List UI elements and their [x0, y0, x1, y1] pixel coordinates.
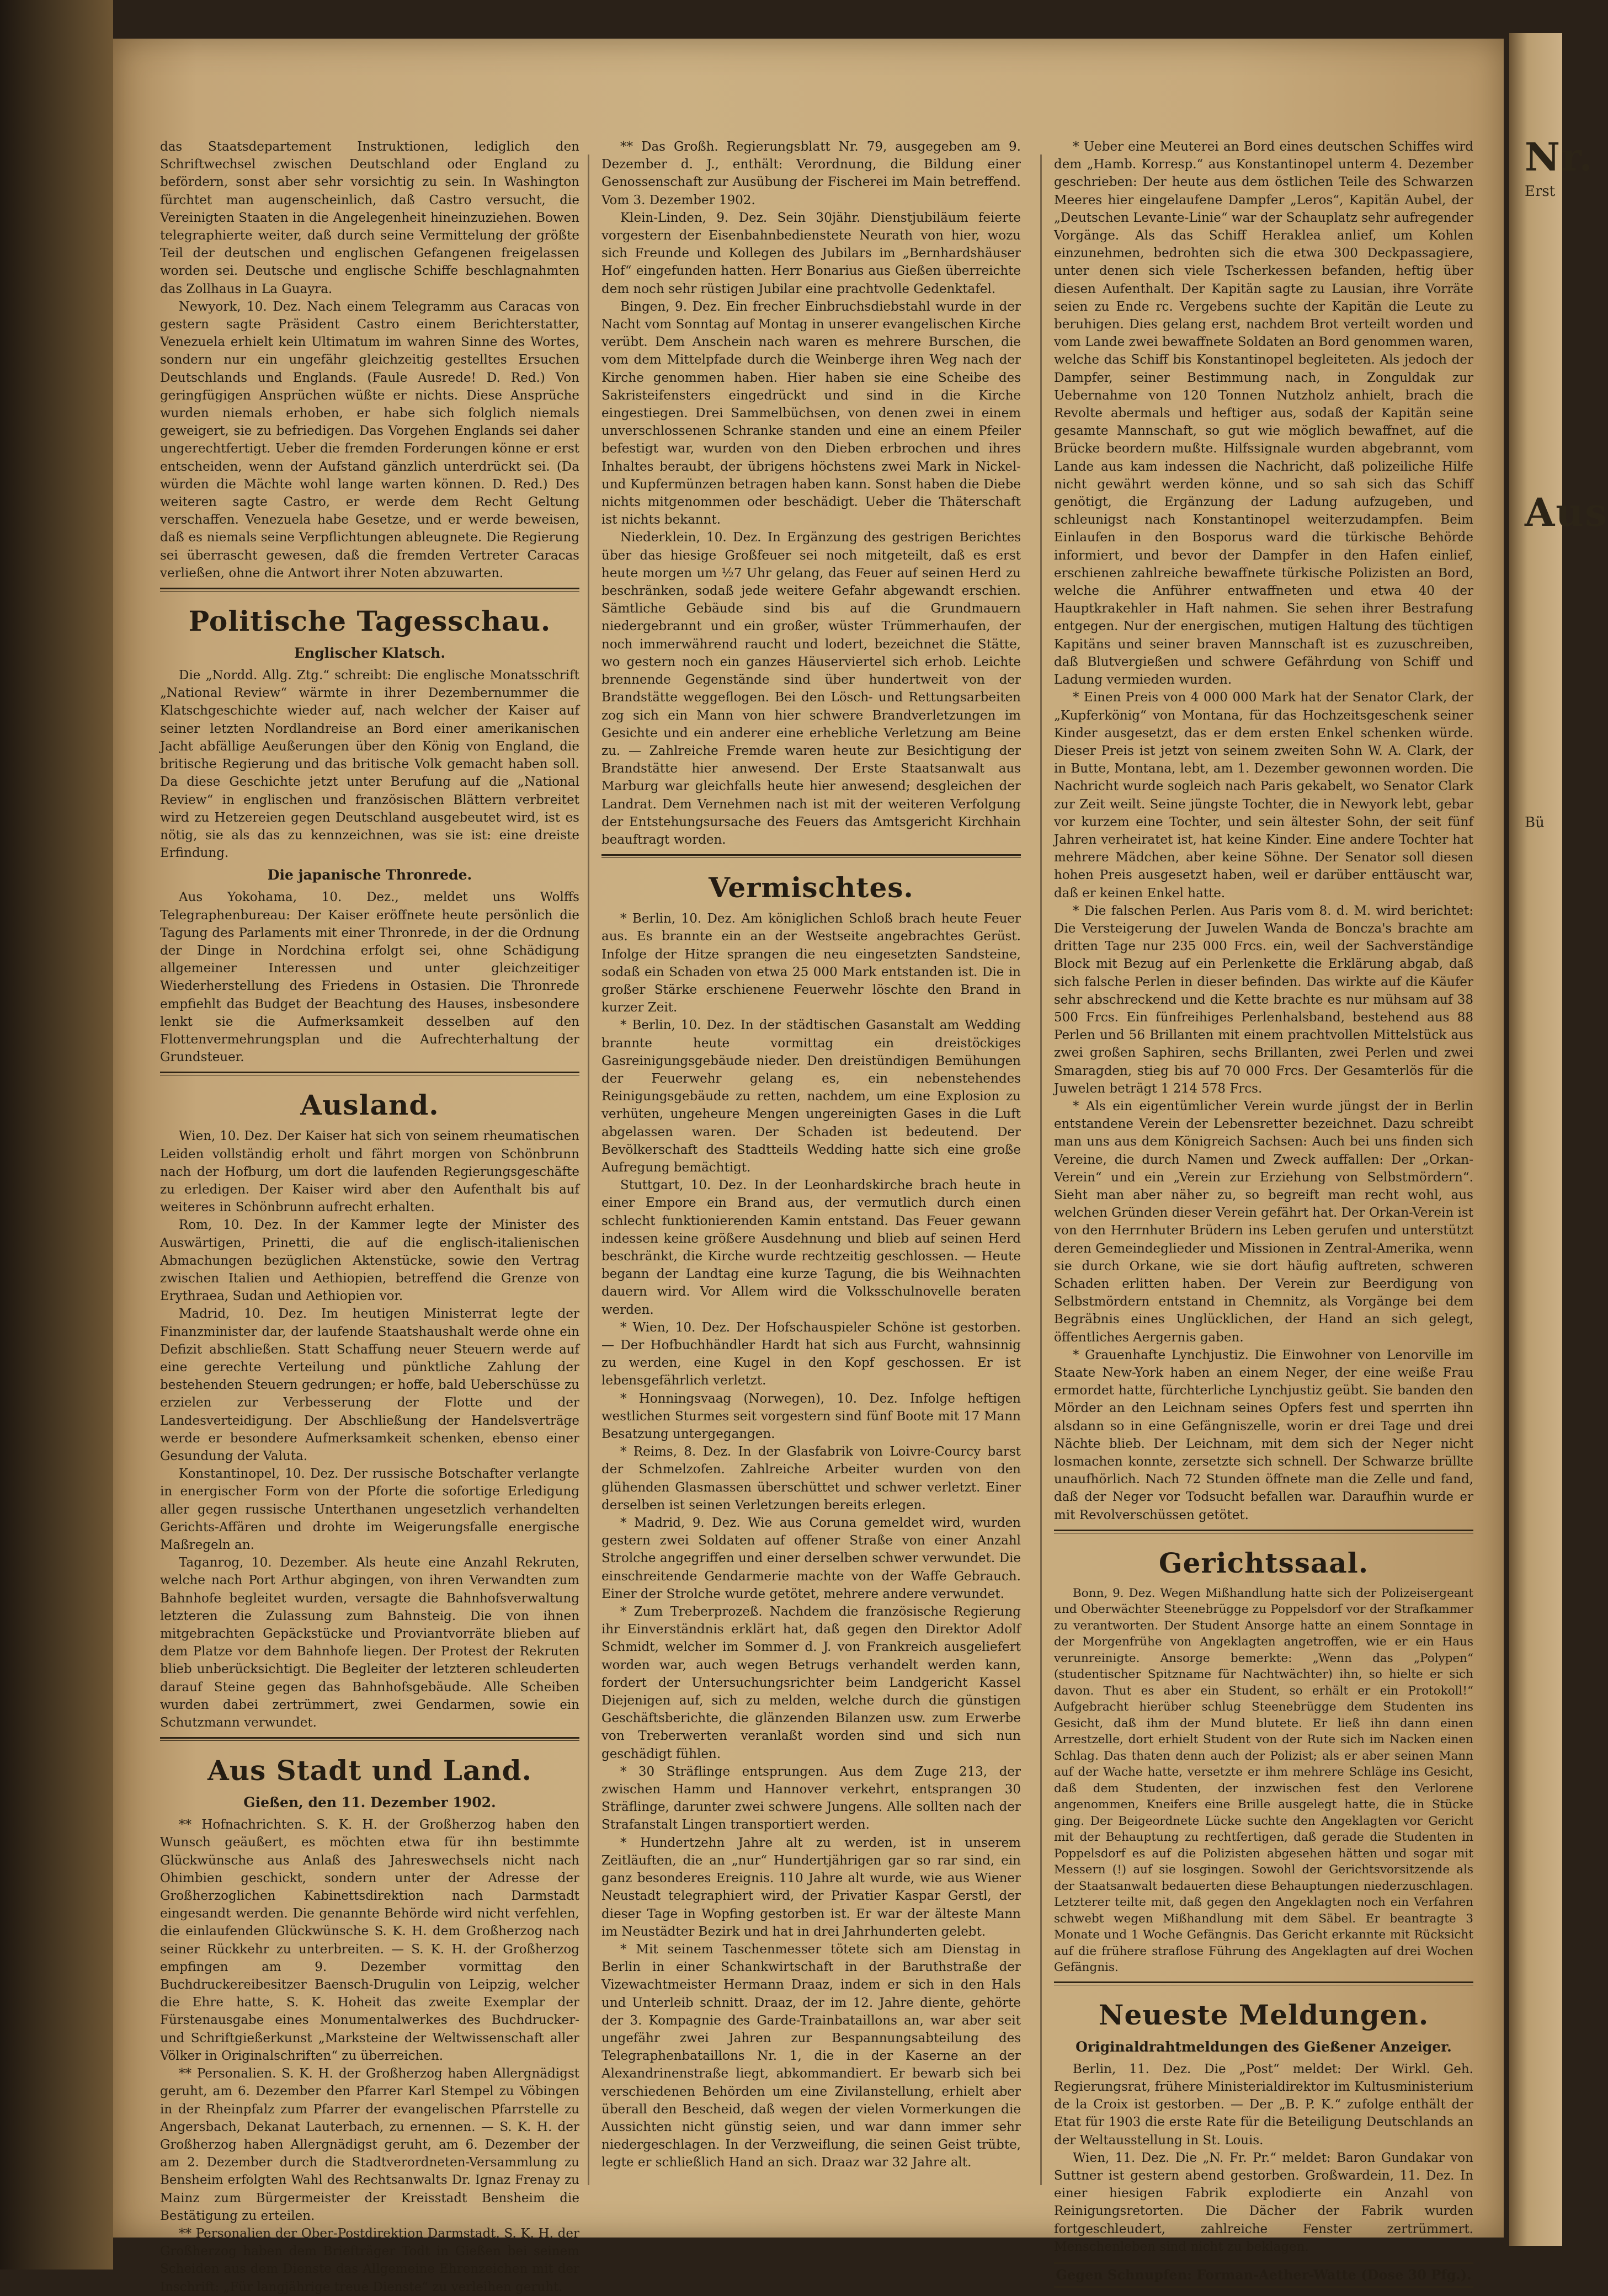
section-heading-gerichtssaal: Gerichtssaal.	[1158, 1546, 1369, 1579]
article-text: * Berlin, 10. Dez. Am königlichen Schloß brach heute Feuer aus. Es brannte ein an der Westseite angebrachtes Gerüst. Infolge der Hitze sprangen die neu eingesetzten Sandsteine, sodaß ein Schaden von etwa 25 000 Mark entstanden ist. Die in großer Stärke erschienene Feuerwehr löschte den Brand in kurzer Zeit.	[601, 912, 1021, 1015]
subheading: Originaldrahtmeldungen des Gießener Anzeiger.	[1075, 2038, 1452, 2055]
section-heading-politik: Politische Tagesschau.	[188, 605, 551, 638]
section-rule	[160, 588, 579, 592]
article-text: Madrid, 10. Dez. Im heutigen Ministerrat legte der Finanzminister dar, der laufende Staatshaushalt werde ohne ein Defizit abschließen. Statt Schaffung neuer Steuern werde auf eine gerechte Verteilung und pünktliche Zahlung der bestehenden Steuern gedrungen; er hoffe, bald Ueberschüsse zu erzielen zur Verbesserung der Flotte und der Landesverteidigung. Der Abschließung der Handelsverträge werde er besondere Aufmerksamkeit schenken, ebenso einer Gesundung der Valuta.	[160, 1307, 579, 1463]
adjacent-page-edge	[1509, 33, 1608, 2246]
article-text: * Reims, 8. Dez. In der Glasfabrik von Loivre-Courcy barst der Schmelzofen. Zahlreiche Arbeiter wurden von den glühenden Glasmassen überschüttet und schwer verletzt. Einer derselben ist seinen Verletzungen bereits erlegen.	[601, 1445, 1021, 1512]
article-text: ** Hofnachrichten. S. K. H. der Großherzog haben den Wunsch geäußert, es möchten etwa für ihn bestimmte Glückwünsche aus Anlaß des Jahreswechsels nicht nach Ohimbien geschickt, sondern unter der Adresse der Großherzoglichen Kabinettsdirektion nach Darmstadt eingesandt werden. Die genannte Behörde wird nicht verfehlen, die einlaufenden Glückwünsche S. K. H. dem Großherzog nach seiner Rückkehr zu unterbreiten. — S. K. H. der Großherzog empfingen am 9. Dezember vormittag den Buchdruckereibesitzer Baensch-Drugulin von Leipzig, welcher die Ehre hatte, S. K. Hoheit das zweite Exemplar der Fürstenausgabe eines Monumentalwerkes des Buchdrucker- und Schriftgießerkunst „Marksteine der Weltwissenschaft aller Völker in Originalschriften“ zu überreichen.	[160, 1818, 579, 2063]
adjacent-text: Bü	[1525, 814, 1545, 831]
article-text: das Staatsdepartement Instruktionen, lediglich den Schriftwechsel zwischen Deutschland oder England zu befördern, sonst aber sehr vorsichtig zu sein. In Washington fürchtet man augenscheinlich, daß Castro versucht, die Vereinigten Staaten in die Angelegenheit hineinzuziehen. Bowen telegraphierte weiter, daß durch seine Vermittelung der größte Teil der deutschen und englischen Gefangenen freigelassen worden sei. Deutsche und englische Schiffe beschlagnahmten das Zollhaus in La Guayra.	[160, 140, 579, 296]
article-text: * Die falschen Perlen. Aus Paris vom 8. d. M. wird berichtet: Die Versteigerung der Juwelen Wanda de Boncza's brachte am dritten Tage nur 235 000 Frcs. ein, weil der Sachverständige Block mit Bezug auf ein Perlenkette die Erklärung abgab, daß sich falsche Perlen in dieser befinden. Das wirkte auf die Käufer sehr abschreckend und die Kette brachte es nur mühsam auf 38 500 Frcs. Ein fünfreihiges Perlenhalsband, bestehend aus 88 Perlen und 56 Brillanten mit einem prachtvollen Mittelstück aus zwei großen Saphiren, sechs Brillanten, zwei Perlen und zwei Smaragden, stieg bis auf 70 000 Frcs. Der Gesamterlös für die Juwelen beträgt 1 214 578 Frcs.	[1054, 903, 1473, 1096]
article-text: * Wien, 10. Dez. Der Hofschauspieler Schöne ist gestorben. — Der Hofbuchhändler Hardt hat sich aus Furcht, wahnsinnig zu werden, eine Kugel in den Kopf geschossen. Er ist lebensgefährlich verletzt.	[601, 1320, 1021, 1388]
section-rule	[160, 1737, 579, 1741]
article-text: Rom, 10. Dez. In der Kammer legte der Minister des Auswärtigen, Prinetti, die auf die englisch-italienischen Abmachungen bezüglichen Aktenstücke, sowie den Vertrag zwischen Italien und Aethiopien, betreffend die Grenze von Erythraea, Sudan und Aethiopien vor.	[160, 1218, 579, 1304]
article-text: Newyork, 10. Dez. Nach einem Telegramm aus Caracas von gestern sagte Präsident Castro einem Berichterstatter, Venezuela erhielt kein Ultimatum im wahren Sinne des Wortes, sondern nur ein ungefähr gleichzeitig gestelltes Ersuchen Deutschlands und Englands. (Faule Ausrede! D. Red.) Von geringfügigen Ansprüchen wüßte er nichts. Diese Ansprüche wurden niemals erhoben, er habe sich folglich niemals geweigert, sie zu befriedigen. Das Vorgehen Englands sei daher ungerechtfertigt. Ueber die fremden Forderungen könne er erst entscheiden, wenn der Aufstand gänzlich unterdrückt sei. (Da würden die Mächte wohl lange warten können. D. Red.) Des weiteren sagte Castro, er werde dem Recht Geltung verschaffen. Venezuela habe Gesetze, und er werde beweisen, daß es niemals seine Verpflichtungen ableugnete. Die Regierung sei überrascht gewesen, daß die fremden Vertreter Caracas verließen, ohne die Antwort ihrer Noten abzuwarten.	[160, 299, 579, 580]
section-rule	[1054, 1530, 1473, 1533]
section-heading-vermischtes: Vermischtes.	[709, 871, 914, 904]
subheading: Englischer Klatsch.	[294, 645, 446, 662]
column-2	[601, 138, 1021, 2180]
adjacent-heading: Aus	[1525, 489, 1608, 535]
article-text: ** Personalien. S. K. H. der Großherzog haben Allergnädigst geruht, am 6. Dezember den Pfarrer Karl Stempel zu Vöbingen in der Rheinpfalz zum Pfarrer der evangelischen Pfarrstelle zu Angersbach, Dekanat Lauterbach, zu ernennen. — S. K. H. der Großherzog haben Allergnädigst geruht, am 6. Dezember der am 2. Dezember durch die Stadtverordneten-Versammlung zu Bensheim erfolgten Wahl des Rechtsanwalts Dr. Ignaz Frenay zu Mainz zum Bürgermeister der Kreisstadt Bensheim die Bestätigung zu erteilen.	[160, 2066, 579, 2223]
section-heading-stadt: Aus Stadt und Land.	[207, 1754, 533, 1787]
article-text: ** Personalien der Ober-Postdirektion Darmstadt. S. K. H. der Großherzog haben dem Briefträger Todt in Gießen bei seinem Scheiden aus dem Dienste das Allgemeine Ehrenzeichen mit der Inschrift: „Für langjährige treue Dienste“ zu verleihen geruht.	[160, 2226, 579, 2294]
section-heading-neueste: Neueste Meldungen.	[1098, 1998, 1429, 2031]
section-rule	[160, 1072, 579, 1075]
dateline: Gießen, den 11. Dezember 1902.	[243, 1794, 496, 1811]
article-text: Wien, 11. Dez. Die „N. Fr. Pr.“ meldet: Baron Gundakar von Suttner ist gestern abend gestorben. Großwardein, 11. Dez. In einer hiesigen Fabrik explodierte ein Anzahl von Reinigungsretorten. Die Dächer der Fabrik wurden fortgeschleudert, zahlreiche Fenster zertrümmert. Menschenleben sind nicht zu beklagen.	[1054, 2150, 1473, 2254]
article-text: * Zum Treberprozeß. Nachdem die französische Regierung ihr Einverständnis erklärt hat, daß gegen den Direktor Adolf Schmidt, welcher im Sommer d. J. von Frankreich ausgeliefert worden war, auch wegen Betrugs verhandelt werden kann, fordert der Untersuchungsrichter beim Landgericht Kassel Diejenigen auf, sich zu melden, welche durch die günstigen Geschäftsberichte, die glänzenden Bilanzen usw. zum Erwerbe von Treberwerten veranlaßt worden sind und sich nun geschädigt fühlen.	[601, 1605, 1021, 1761]
article-text: * Mit seinem Taschenmesser tötete sich am Dienstag in Berlin in einer Schankwirtschaft in der Baruthstraße der Vizewachtmeister Hermann Draaz, indem er sich in den Hals und Unterleib schnitt. Draaz, der im 12. Jahre diente, gehörte der 3. Kompagnie des Garde-Trainbataillons an, war aber seit ungefähr zwei Jahren zur Bespannungsabteilung des Telegraphenbataillons Nr. 1, die in der Kaserne an der Alexandrinenstraße liegt, abkommandiert. Er bewarb sich bei verschiedenen Behörden um eine Zivilanstellung, erhielt aber überall den Bescheid, daß wegen der vielen Vormerkungen die Aussichten nicht günstig seien, und war dann immer sehr niedergeschlagen. In der Verzweiflung, die seinen Geist trübte, legte er schließlich Hand an sich. Draaz war 32 Jahre alt.	[601, 1942, 1021, 2170]
article-text: Klein-Linden, 9. Dez. Sein 30jähr. Dienstjubiläum feierte vorgestern der Eisenbahnbedienstete Neurath von hier, wozu sich Freunde und Kollegen des Jubilars im „Bernhardshäuser Hof“ eingefunden hatten. Herr Bonarius aus Gießen überreichte dem noch sehr rüstigen Jubilar eine prachtvolle Gedenktafel.	[601, 210, 1021, 296]
article-text: * Honningsvaag (Norwegen), 10. Dez. Infolge heftigen westlichen Sturmes seit vorgestern sind fünf Boote mit 17 Mann Besatzung untergegangen.	[601, 1391, 1021, 1442]
book-spine	[0, 0, 113, 2270]
article-text: Konstantinopel, 10. Dez. Der russische Botschafter verlangte in energischer Form von der Pforte die sofortige Erledigung aller gegen russische Unterthanen ungesetzlich verhandelten Gerichts-Affären und drohte im Weigerungsfalle energische Maßregeln an.	[160, 1467, 579, 1553]
adjacent-heading: Nr.	[1525, 134, 1594, 180]
article-text: Die „Nordd. Allg. Ztg.“ schreibt: Die englische Monatsschrift „National Review“ wärmte in ihrer Dezembernummer die Klatschgeschichte wieder auf, nach welcher der Kaiser auf seiner letzten Nordlandreise an Bord einer amerikanischen Jacht abfällige Aeußerungen über den König von England, die britische Regierung und das britische Volk gemacht haben soll. Da diese Geschichte jetzt unter Berufung auf die „National Review“ in englischen und französischen Blättern verbreitet wird zu Hetzereien gegen Deutschland ausgebeutet wird, ist es nötig, sie als das zu kennzeichnen, was sie ist: eine dreiste Erfindung.	[160, 668, 579, 861]
article-text: * 30 Sträflinge entsprungen. Aus dem Zuge 213, der zwischen Hamm und Hannover verkehrt, entsprangen 30 Sträflinge, darunter zwei schwere Jungens. Alle sollten nach der Strafanstalt Lingen transportiert werden.	[601, 1764, 1021, 1832]
article-text: Taganrog, 10. Dezember. Als heute eine Anzahl Rekruten, welche nach Port Arthur abgingen, von ihren Verwandten zum Bahnhofe begleitet wurden, versagte die Bahnhofsverwaltung letzteren die Zulassung zum Bahnsteig. Die von ihnen mitgebrachten Gepäckstücke und Proviantvorräte blieben auf dem Platze vor dem Bahnhofe liegen. Der Protest der Rekruten blieb unberücksichtigt. Die Begleiter der letzteren schleuderten darauf Steine gegen das Bahnhofsgebäude. Alle Scheiben wurden dabei zertrümmert, zwei Gendarmen, sowie ein Schutzmann verwundet.	[160, 1555, 579, 1730]
adjacent-page-text	[1525, 33, 1608, 832]
article-text: * Berlin, 10. Dez. In der städtischen Gasanstalt am Wedding brannte heute vormittag ein dreistöckiges Gasreinigungsgebäude nieder. Den dreistündigen Bemühungen der Feuerwehr gelang es, ein nebenstehendes Reinigungsgebäude zu retten, nachdem, um eine Explosion zu verhüten, ungeheure Mengen ungereinigten Gases in die Luft abgelassen waren. Der Schaden ist bedeutend. Der Bevölkerschaft des Stadtteils Wedding hatte sich eine große Aufregung bemächtigt.	[601, 1018, 1021, 1175]
subheading: Die japanische Thronrede.	[267, 867, 472, 883]
column-1	[160, 138, 579, 2294]
adjacent-text: Erst	[1525, 183, 1556, 200]
article-text: Berlin, 11. Dez. Die „Post“ meldet: Der Wirkl. Geh. Regierungsrat, frühere Ministerialdirektor im Kultusministerium de la Croix ist gestorben. — Der „B. P. K.“ zufolge enthält der Etat für 1903 die erste Rate für die Beteiligung Deutschlands an der Weltausstellung in St. Louis.	[1054, 2061, 1473, 2148]
article-text: Aus Yokohama, 10. Dez., meldet uns Wolffs Telegraphenbureau: Der Kaiser eröffnete heute persönlich die Tagung des Parlaments mit einer Thronrede, in der die Ordnung der Dinge in Nordchina erfolgt sei, ohne Schädigung allgemeiner Interessen und unter gleichzeitiger Wiederherstellung des Friedens in Ostasien. Die Thronrede empfiehlt das Budget der Beachtung des Hauses, insbesondere lenkt sie die Aufmerksamkeit desselben auf den Flottenvermehrungsplan und die Aufrechterhaltung der Grundsteuer.	[160, 890, 579, 1065]
article-text: * Grauenhafte Lynchjustiz. Die Einwohner von Lenorville im Staate New-York haben an einem Neger, der eine weiße Frau ermordet hatte, fürchterliche Lynchjustiz geübt. Sie banden den Mörder an den Leichnam seines Opfers fest und sperrten ihn alsdann so in eine Gefängniszelle, worin er drei Tage und drei Nächte blieb. Der Leichnam, mit dem sich der Neger nicht losmachen konnte, zersetzte sich schnell. Der Schwarze brüllte unaufhörlich. Nach 72 Stunden öffnete man die Zelle und fand, daß der Neger vor Todsucht befallen war. Daraufhin wurde er mit Revolverschüssen getötet.	[1054, 1347, 1473, 1522]
section-rule	[601, 854, 1021, 858]
article-text: Bonn, 9. Dez. Wegen Mißhandlung hatte sich der Polizeisergeant und Oberwächter Steenebrügge zu Poppelsdorf vor der Strafkammer zu verantworten. Der Student Ansorge hatte an einem Sonntage in der Morgenfrühe von Angeklagten angetroffen, wie er ein Haus verunreinigte. Ansorge bemerkte: „Wenn das „Polypen“ (studentischer Spitzname für Nachtwächter) ihn, so hielte er sich davon. Thut es aber ein Student, so erhält er ein Protokoll!“ Aufgebracht hierüber schlug Steenebrügge dem Studenten ins Gesicht, daß ihm der Mund blutete. Er ließ ihn dann einen Arrestzelle, dort erhielt Student von der Rute sich im Nacken einen Schlag. Das thaten denn auch der Polizist; als er aber seinen Mann auf der Wache hatte, versetzte er ihm mehrere Schläge ins Gesicht, daß dem Studenten, der inzwischen fest den Verlorene angenommen, Kneifers eine Brille ausgelegt hatte, die in Stücke ging. Der Beigeordnete Lücke suchte den Angeklagten vor Gericht mit der Behauptung zu rechtfertigen, daß gerade die Studenten in Poppelsdorf es auf die Polizisten abgesehen hätten und sogar mit Messern (!) auf sie losgingen. Sowohl der Gerichtsvorsitzende als der Staatsanwalt bedauerten diese Behauptungen niederzuschlagen. Letzterer teilte mit, daß gegen den Angeklagten noch ein Verfahren schwebt wegen Mißhandlung mit dem Säbel. Er beantragte 3 Monate und 1 Woche Gefängnis. Das Gericht erkannte mit Rücksicht auf die frühere straflose Führung des Angeklagten auf drei Wochen Gefängnis.	[1054, 1586, 1473, 1975]
article-text: Stuttgart, 10. Dez. In der Leonhardskirche brach heute in einer Empore ein Brand aus, der vermutlich durch einen schlecht funktionierenden Kamin entstand. Das Feuer gewann indessen keine größere Ausdehnung und blieb auf seinen Herd beschränkt, die Kirche wurde rechtzeitig geschlossen. — Heute begann der Landtag eine kurze Tagung, die bis Weihnachten dauern wird. Vor Allem wird die Volksschulnovelle beraten werden.	[601, 1178, 1021, 1317]
article-text: Niederklein, 10. Dez. In Ergänzung des gestrigen Berichtes über das hiesige Großfeuer sei noch mitgeteilt, daß es erst heute morgen um ½7 Uhr gelang, das Feuer auf seinen Herd zu beschränken, sodaß jede weitere Gefahr abgewandt erschien. Sämtliche Gebäude sind bis auf die Grundmauern niedergebrannt und ein großer, wüster Trümmerhaufen, der noch immerwährend raucht und lodert, bezeichnet die Stätte, wo gestern noch ein ganzes Häuserviertel sich erhob. Leichte brennende Gegenstände sind über hundertweit von der Brandstätte weggeflogen. Bei den Lösch- und Rettungsarbeiten zog sich ein Mann von hier schwere Brandverletzungen im Gesichte und ein anderer eine erhebliche Verletzung am Beine zu. — Zahlreiche Fremde waren heute zur Besichtigung der Brandstätte hier anwesend. Der Erste Staatsanwalt aus Marburg war gleichfalls heute hier anwesend; desgleichen der Landrat. Dem Vernehmen nach ist mit der weiteren Verfolgung der Entstehungsursache des Feuers das Amtsgericht Kirchhain beauftragt worden.	[601, 530, 1021, 847]
article-text: Wien, 10. Dez. Der Kaiser hat sich von seinem rheumatischen Leiden vollständig erholt und fährt morgen von Schönbrunn nach der Hofburg, um dort die laufenden Regierungsgeschäfte zu erledigen. Der Kaiser wird aber den Aufenthalt bis auf weiteres in Schönbrunn aufrecht erhalten.	[160, 1129, 579, 1215]
article-text: * Hundertzehn Jahre alt zu werden, ist in unserem Zeitläuften, die an „nur“ Hundertjährigen gar so rar sind, ein ganz besonderes Ereignis. 110 Jahre alt wurde, wie aus Wiener Neustadt telegraphiert wird, der Privatier Kaspar Gerstl, der dieser Tage in Wopfing gestorben ist. Er war der älteste Mann im Neustädter Bezirk und hat in drei Jahrhunderten gelebt.	[601, 1835, 1021, 1939]
article-text: * Madrid, 9. Dez. Wie aus Coruna gemeldet wird, wurden gestern zwei Soldaten auf offener Straße von einer Anzahl Strolche angegriffen und einer derselben schwer verwundet. Die einschreitende Gendarmerie machte von der Waffe Gebrauch. Einer der Strolche wurde getötet, mehrere andere verwundet.	[601, 1516, 1021, 1601]
column-3	[1054, 138, 1473, 2283]
article-text: ** Das Großh. Regierungsblatt Nr. 79, ausgegeben am 9. Dezember d. J., enthält: Verordnung, die Bildung einer Genossenschaft zur Ausübung der Fischerei im Main betreffend. Vom 3. Dezember 1902.	[601, 140, 1021, 207]
newspaper-page	[113, 39, 1504, 2294]
article-text: Bingen, 9. Dez. Ein frecher Einbruchsdiebstahl wurde in der Nacht vom Sonntag auf Montag in unserer evangelischen Kirche verübt. Dem Anschein nach waren es mehrere Burschen, die vom dem Mittelpfade durch die Weinberge ihren Weg nach der Kirche genommen haben. Hier haben sie eine Scheibe des Sakristeifensters eingedrückt und sind in die Kirche eingestiegen. Drei Sammelbüchsen, von denen zwei in einem unverschlossenen Schranke standen und eine an einem Pfeiler befestigt war, wurden von den Dieben erbrochen und ihres Inhaltes beraubt, der übrigens höchstens zwei Mark in Nickel- und Kupfermünzen betragen haben kann. Sonst haben die Diebe nichts mitgenommen oder beschädigt. Ueber die Thäterschaft ist nichts bekannt.	[601, 299, 1021, 528]
column-rule	[588, 155, 589, 2185]
column-rule	[1040, 155, 1042, 2185]
advertisement: Gegen Schnupfen: Forman-Aether-Watte (Dose 30 Pfg.).	[1054, 2262, 1473, 2288]
section-heading-ausland: Ausland.	[300, 1089, 439, 1122]
article-text: * Ueber eine Meuterei an Bord eines deutschen Schiffes wird dem „Hamb. Korresp.“ aus Konstantinopel unterm 4. Dezember geschrieben: Der heute aus dem östlichen Teile des Schwarzen Meeres hier eingelaufene Dampfer „Leros“, Kapitän Aubel, der „Deutschen Levante-Linie“ war der Schauplatz sehr aufregender Vorgänge. Als das Schiff Heraklea anlief, um Kohlen einzunehmen, bedrohten sich die etwa 300 Deckpassagiere, unter denen sich viele Tscherkessen befanden, heftig über diesen Aufenthalt. Der Kapitän sagte zu Lausian, ihre Vorräte seien zu Ende rc. Vergebens suchte der Kapitän die Leute zu beruhigen. Dies gelang erst, nachdem Brot verteilt worden und vom Lande zwei bewaffnete Soldaten an Bord genommen waren, welche das Schiff bis Konstantinopel begleiteten. Als jedoch der Dampfer, seiner Bestimmung nach, in Zonguldak zur Uebernahme von 120 Tonnen Nutzholz anhielt, brach die Revolte abermals und heftiger aus, sodaß der Kapitän seine gesamte Mannschaft, so gut wie möglich bewaffnet, auf die Brücke beordern mußte. Hilfssignale wurden abgebrannt, vom Lande aus kam indessen die Nachricht, daß polizeiliche Hilfe nicht gewährt werden könne, und so sah sich das Schiff genötigt, die Ergänzung der Ladung aufzugeben, und schleunigst nach Konstantinopel weiterzudampfen. Beim Einlaufen in den Bosporus ward die türkische Behörde informiert, und bevor der Dampfer in den Hafen einlief, erschienen zahlreiche bewaffnete türkische Polizisten an Bord, welche die Anführer entwaffneten und etwa 40 der Hauptkrakehler in Haft nahmen. Sie sehen ihrer Bestrafung entgegen. Nur der energischen, mutigen Haltung des tüchtigen Kapitäns und seiner braven Mannschaft ist es zuzuschreiben, daß Blutvergießen und schwere Gefährdung von Schiff und Ladung vermieden wurden.	[1054, 140, 1473, 688]
article-text: * Einen Preis von 4 000 000 Mark hat der Senator Clark, der „Kupferkönig“ von Montana, für das Hochzeitsgeschenk seiner Kinder ausgesetzt, das er dem ersten Enkel schenken würde. Dieser Preis ist jetzt von seinem zweiten Sohn W. A. Clark, der in Butte, Montana, lebt, am 1. Dezember gewonnen worden. Die Nachricht wurde sogleich nach Paris gekabelt, wo Senator Clark zur Zeit weilt. Seine jüngste Tochter, die in Newyork lebt, gebar vor kurzem eine Tochter, und sein ältester Sohn, der seit fünf Jahren verheiratet ist, hat keine Kinder. Eine andere Tochter hat mehrere Mädchen, aber keine Söhne. Der Senator soll diesen hohen Preis ausgesetzt haben, weil er darüber enttäuscht war, daß er keinen Enkel hatte.	[1054, 690, 1473, 901]
article-text: * Als ein eigentümlicher Verein wurde jüngst der in Berlin entstandene Verein der Lebensretter bezeichnet. Dazu schreibt man uns aus dem Königreich Sachsen: Auch bei uns finden sich Vereine, die durch Namen und Zweck auffallen: Der „Orkan-Verein“ und ein „Verein zur Erziehung von Selbstmördern“. Sieht man aber näher zu, so begreift man recht wohl, aus welchen Gründen dieser Verein gefährt hat. Der Orkan-Verein ist von den Herrnhuter Brüdern ins Leben gerufen und unterstützt deren Gemeindeglieder und Missionen in Zentral-Amerika, wenn sie durch Orkane, wie sie dort häufig auftreten, schweren Schaden erlitten haben. Der Verein zur Beerdigung von Selbstmördern entstand in Chemnitz, als Vorgänge bei dem Begräbnis eines Unglücklichen, der Hand an sich gelegt, öffentliches Aergernis gaben.	[1054, 1099, 1473, 1345]
section-rule	[1054, 1981, 1473, 1985]
